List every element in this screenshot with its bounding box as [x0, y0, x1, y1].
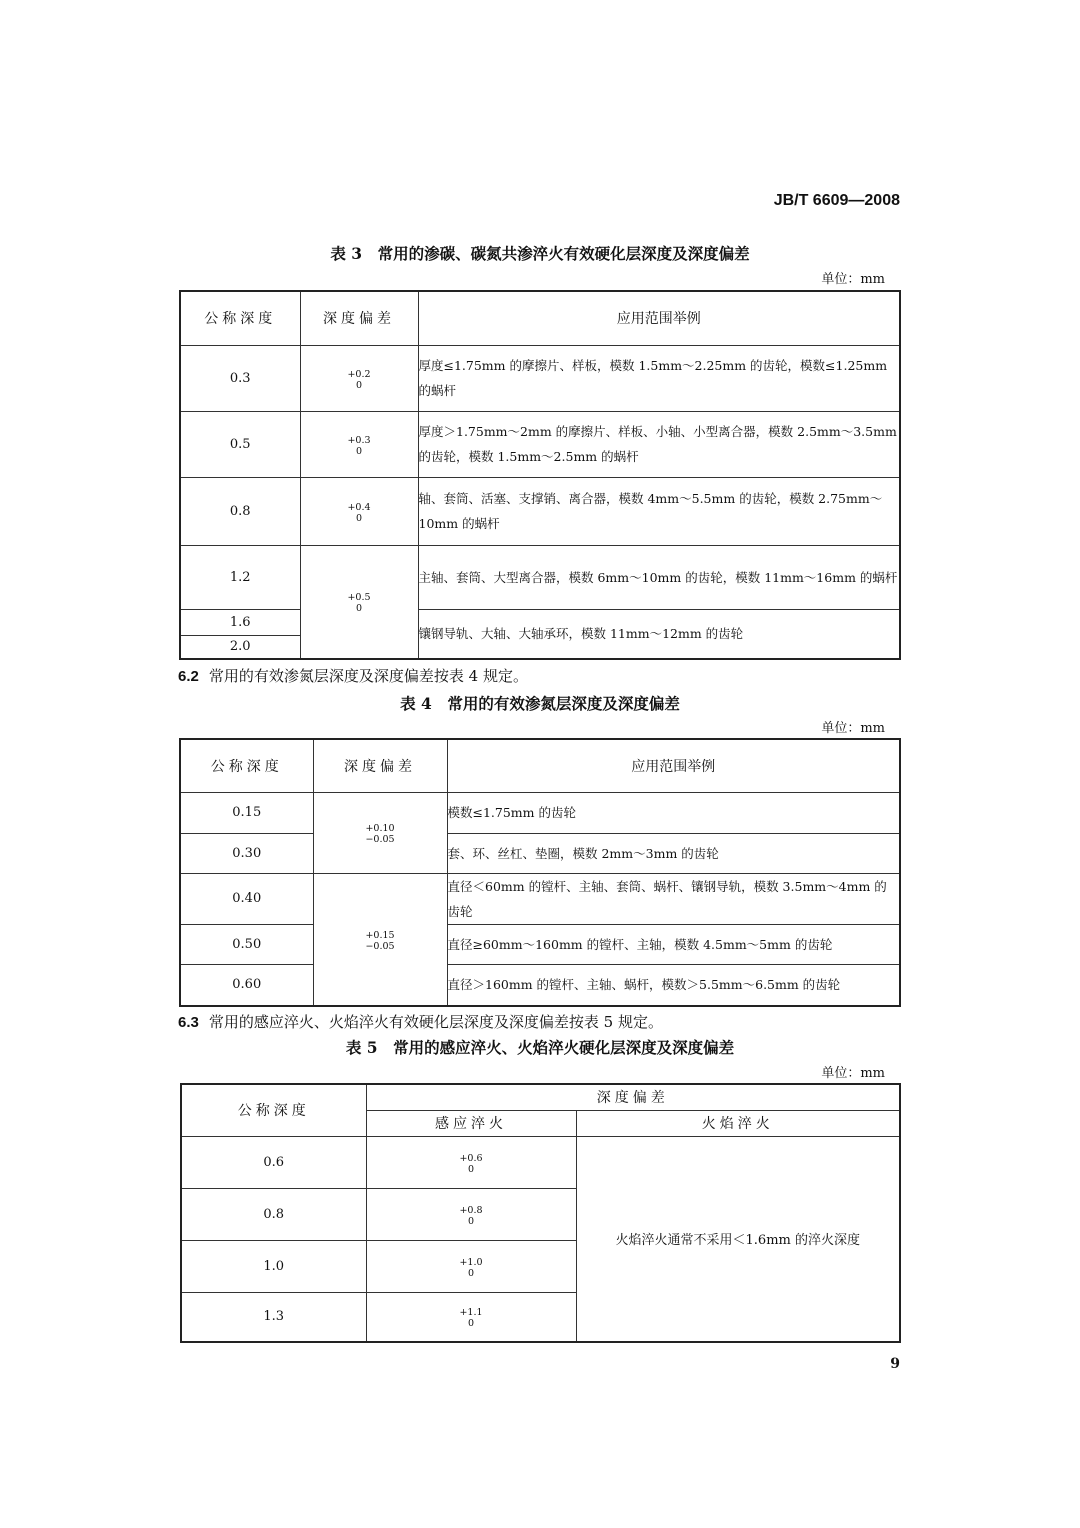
deviation-upper: +0.5: [347, 592, 371, 604]
table4-header-nominal-depth: 公称深度: [180, 739, 313, 792]
section-text: 常用的有效渗氮层深度及深度偏差按表 4 规定。: [208, 667, 528, 685]
deviation-upper: +0.3: [347, 434, 371, 446]
table3-header-nominal-depth: 公称深度: [180, 291, 300, 345]
table4-caption: 表 4 常用的有效渗氮层深度及深度偏差: [400, 694, 680, 713]
table5-header-nominal-depth: 公称深度: [181, 1084, 366, 1136]
deviation-upper: +0.6: [459, 1152, 483, 1164]
table-row: [180, 964, 900, 1006]
table4-depth: 0.50: [180, 924, 313, 964]
table3-application: 厚度＞1.75mm～2mm 的摩擦片、样板、小轴、小型离合器，模数 2.5mm～3.5mm 的齿轮，模数 1.5mm～2.5mm 的蜗杆: [418, 411, 900, 477]
table5-caption: 表 5 常用的感应淬火、火焰淬火硬化层深度及深度偏差: [345, 1038, 735, 1057]
table4-header-deviation: 深度偏差: [313, 739, 447, 792]
table5-depth: 0.8: [181, 1188, 366, 1240]
table-row: [180, 345, 900, 411]
table3-depth: 1.2: [180, 545, 300, 609]
table3-header-deviation: 深度偏差: [300, 291, 418, 345]
table3-depth: 0.5: [180, 411, 300, 477]
deviation-lower: −0.05: [365, 940, 395, 952]
table3: [179, 290, 901, 660]
table5-depth: 1.3: [181, 1292, 366, 1342]
table5-header-induction: 感应淬火: [366, 1110, 576, 1136]
table5-induction-deviation: [366, 1292, 576, 1342]
table3-application: 轴、套筒、活塞、支撑销、离合器，模数 4mm～5.5mm 的齿轮，模数 2.75mm～10mm 的蜗杆: [418, 477, 900, 545]
deviation-lower: −0.05: [365, 834, 395, 845]
table3-depth: 1.6: [180, 609, 300, 635]
standard-number: JB/T 6609—2008: [773, 192, 900, 209]
table5-flame-note: 火焰淬火通常不采用＜1.6mm 的淬火深度: [576, 1136, 900, 1342]
table3-deviation: [300, 345, 418, 411]
deviation-lower: 0: [355, 445, 363, 457]
table5-header-row: [181, 1084, 900, 1110]
table4-application: 直径≥60mm～160mm 的镗杆、主轴，模数 4.5mm～5mm 的齿轮: [447, 924, 900, 964]
deviation-upper: +0.8: [459, 1204, 483, 1216]
deviation-lower: 0: [467, 1215, 475, 1227]
table4-application: 直径＜60mm 的镗杆、主轴、套筒、蜗杆、镶钢导轨，模数 3.5mm～4mm 的齿轮: [447, 873, 900, 924]
table4-header-application: 应用范围举例: [447, 739, 900, 792]
table-row: [180, 873, 900, 924]
table4-application: 直径＞160mm 的镗杆、主轴、蜗杆，模数＞5.5mm～6.5mm 的齿轮: [447, 964, 900, 1006]
table3-header-row: [180, 291, 900, 345]
table5-induction-deviation: [366, 1136, 576, 1188]
table3-deviation: [300, 411, 418, 477]
table4-depth: 0.40: [180, 873, 313, 924]
table5-header-flame: 火焰淬火: [576, 1110, 900, 1136]
table-row: [181, 1136, 900, 1188]
table-row: [180, 792, 900, 833]
table4-application: 套、环、丝杠、垫圈，模数 2mm～3mm 的齿轮: [447, 833, 900, 873]
table-row: [180, 924, 900, 964]
page-number: 9: [890, 1356, 900, 1372]
table3-depth: 0.8: [180, 477, 300, 545]
table5-unit: 单位：mm: [821, 1066, 885, 1081]
table-row: [180, 411, 900, 477]
deviation-upper: +0.2: [347, 368, 371, 380]
table3-application: 镶钢导轨、大轴、大轴承环，模数 11mm～12mm 的齿轮: [418, 609, 900, 659]
section-6-3: [178, 1011, 663, 1032]
table4-depth: 0.60: [180, 964, 313, 1006]
table3-depth: 0.3: [180, 345, 300, 411]
table-row: [180, 477, 900, 545]
table3-depth: 2.0: [180, 635, 300, 659]
table5: [180, 1083, 901, 1343]
table-row: [180, 545, 900, 609]
table3-header-application: 应用范围举例: [418, 291, 900, 345]
deviation-upper: +0.4: [347, 501, 371, 513]
table4-depth: 0.15: [180, 792, 313, 833]
section-text: 常用的感应淬火、火焰淬火有效硬化层深度及深度偏差按表 5 规定。: [208, 1013, 663, 1031]
deviation-lower: 0: [355, 603, 363, 615]
section-number: 6.3: [178, 1014, 199, 1031]
table4: [179, 738, 901, 1007]
table5-induction-deviation: [366, 1240, 576, 1292]
table4-deviation: [313, 792, 447, 873]
table5-header-deviation: 深度偏差: [366, 1084, 900, 1110]
section-number: 6.2: [178, 668, 199, 685]
table4-application: 模数≤1.75mm 的齿轮: [447, 792, 900, 833]
deviation-lower: 0: [467, 1267, 475, 1279]
deviation-upper: +0.10: [365, 823, 395, 834]
table5-depth: 1.0: [181, 1240, 366, 1292]
table3-deviation: [300, 545, 418, 659]
table3-deviation: [300, 477, 418, 545]
deviation-upper: +1.1: [459, 1307, 483, 1319]
deviation-lower: 0: [355, 512, 363, 524]
table-row: [180, 833, 900, 873]
deviation-lower: 0: [467, 1318, 475, 1330]
table5-induction-deviation: [366, 1188, 576, 1240]
deviation-upper: +0.15: [365, 929, 395, 941]
table-row: [180, 609, 900, 635]
table3-application: 主轴、套筒、大型离合器，模数 6mm～10mm 的齿轮，模数 11mm～16mm 的蜗杆: [418, 545, 900, 609]
table4-unit: 单位：mm: [821, 721, 885, 736]
table3-unit: 单位：mm: [821, 272, 885, 287]
table4-depth: 0.30: [180, 833, 313, 873]
deviation-lower: 0: [467, 1163, 475, 1175]
deviation-lower: 0: [355, 379, 363, 391]
table3-application: 厚度≤1.75mm 的摩擦片、样板，模数 1.5mm～2.25mm 的齿轮，模数≤1.25mm 的蜗杆: [418, 345, 900, 411]
table3-caption: 表 3 常用的渗碳、碳氮共渗淬火有效硬化层深度及深度偏差: [330, 244, 750, 263]
section-6-2: [178, 665, 528, 686]
table4-header-row: [180, 739, 900, 792]
table4-deviation: [313, 873, 447, 1006]
table5-depth: 0.6: [181, 1136, 366, 1188]
deviation-upper: +1.0: [459, 1256, 483, 1268]
